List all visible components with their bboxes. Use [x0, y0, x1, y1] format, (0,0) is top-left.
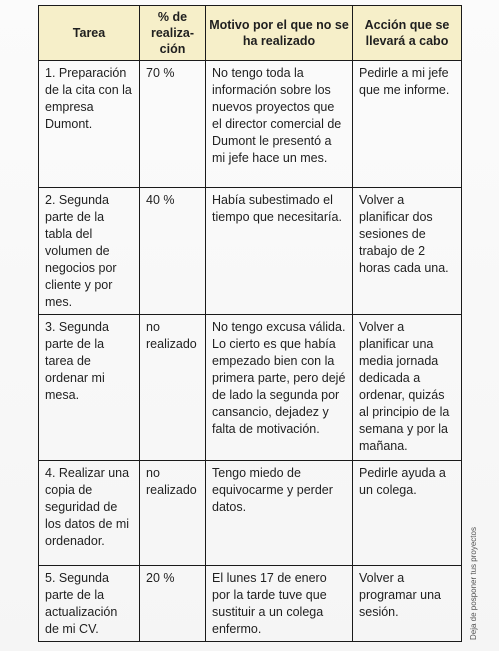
table-row: [39, 188, 462, 315]
header-task: Tarea: [39, 6, 140, 61]
cell-reason: Tengo miedo de equivocarme y perder datos.: [206, 461, 353, 566]
header-percent: % de realiza- ción: [140, 6, 206, 61]
cell-reason: Había subestimado el tiempo que necesitaría.: [206, 188, 353, 315]
cell-task: 3. Segunda parte de la tarea de ordenar mi mesa.: [39, 315, 140, 461]
table-row: [39, 315, 462, 461]
side-running-title: Deja de posponer tus proyectos: [469, 527, 478, 640]
cell-reason: El lunes 17 de enero por la tarde tuve que sustituir a un colega enfermo.: [206, 566, 353, 642]
cell-percent: 20 %: [140, 566, 206, 642]
cell-action: Volver a programar una sesión.: [353, 566, 462, 642]
cell-percent: 40 %: [140, 188, 206, 315]
cell-task: 1. Preparación de la cita con la empresa Dumont.: [39, 61, 140, 188]
cell-reason: No tengo toda la información sobre los nuevos proyectos que el director comercial de Dumont le presentó a mi jefe hace un mes.: [206, 61, 353, 188]
table-header-row: [39, 6, 462, 61]
cell-task: 2. Segunda parte de la tabla del volumen de negocios por cliente y por mes.: [39, 188, 140, 315]
cell-percent: no realizado: [140, 461, 206, 566]
table-row: [39, 566, 462, 642]
header-action: Acción que se llevará a cabo: [353, 6, 462, 61]
cell-percent: no realizado: [140, 315, 206, 461]
cell-task: 5. Segunda parte de la actualización de mi CV.: [39, 566, 140, 642]
cell-task: 4. Realizar una copia de seguridad de los datos de mi ordenador.: [39, 461, 140, 566]
table-row: [39, 61, 462, 188]
cell-action: Volver a planificar una media jornada dedicada a ordenar, quizás al principio de la semana y por la mañana.: [353, 315, 462, 461]
cell-action: Pedirle a mi jefe que me informe.: [353, 61, 462, 188]
table-row: [39, 461, 462, 566]
cell-reason: No tengo excusa válida. Lo cierto es que había empezado bien con la primera parte, pero dejé de lado la segunda por cansancio, dejadez y falta de motivación.: [206, 315, 353, 461]
cell-percent: 70 %: [140, 61, 206, 188]
cell-action: Volver a planificar dos sesiones de trabajo de 2 horas cada una.: [353, 188, 462, 315]
task-review-table: [38, 5, 462, 642]
header-reason: Motivo por el que no se ha realizado: [206, 6, 353, 61]
cell-action: Pedirle ayuda a un colega.: [353, 461, 462, 566]
